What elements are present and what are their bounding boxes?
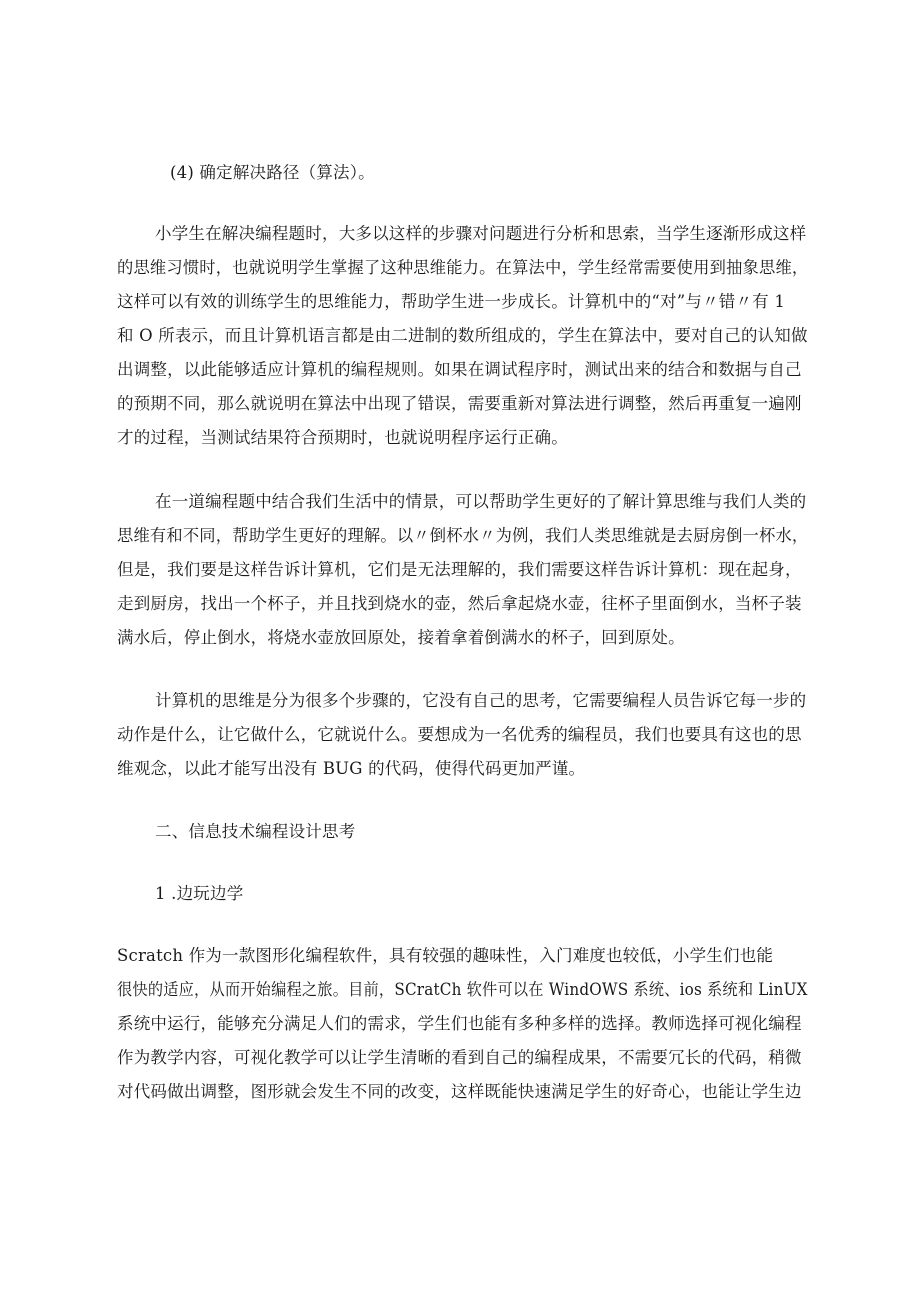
paragraph-line: 的思维习惯时，也就说明学生掌握了这种思维能力。在算法中，学生经常需要使用到抽象思维，: [117, 258, 809, 277]
paragraph-line: 才的过程，当测试结果符合预期时，也就说明程序运行正确。: [117, 428, 568, 447]
paragraph-line: 动作是什么，让它做什么，它就说什么。要想成为一名优秀的编程员，我们也要具有这也的思: [117, 725, 802, 744]
subsection-heading: 1 .边玩边学: [155, 884, 244, 903]
paragraph-line: 小学生在解决编程题时，大多以这样的步骤对问题进行分析和思索，当学生逐渐形成这样: [155, 224, 807, 243]
paragraph-line: 这样可以有效的训练学生的思维能力，帮助学生进一步成长。计算机中的“对”与〃错〃有 1: [117, 292, 786, 311]
paragraph-line: 很快的适应，从而开始编程之旅。目前，SCratCh 软件可以在 WindOWS 系统、ios 系统和 LinUX: [117, 980, 808, 999]
paragraph-line: 的预期不同，那么就说明在算法中出现了错误，需要重新对算法进行调整，然后再重复一遍刚: [117, 394, 802, 413]
paragraph-line: 走到厨房，找出一个杯子，并且找到烧水的壶，然后拿起烧水壶，往杯子里面倒水，当杯子装: [117, 594, 802, 613]
paragraph-line: 系统中运行，能够充分满足人们的需求，学生们也能有多种多样的选择。教师选择可视化编程: [117, 1014, 802, 1033]
paragraph-line: 对代码做出调整，图形就会发生不同的改变，这样既能快速满足学生的好奇心，也能让学生边: [117, 1082, 802, 1101]
paragraph-line: 出调整，以此能够适应计算机的编程规则。如果在调试程序时，测试出来的结合和数据与自己: [117, 360, 802, 379]
paragraph-line: 但是，我们要是这样告诉计算机，它们是无法理解的，我们需要这样告诉计算机：现在起身，: [117, 560, 802, 579]
step-4-heading: (4) 确定解决路径（算法）。: [170, 163, 375, 182]
paragraph-line: 思维有和不同，帮助学生更好的理解。以〃倒杯水〃为例，我们人类思维就是去厨房倒一杯水，: [117, 526, 809, 545]
paragraph-line: 作为教学内容，可视化教学可以让学生清晰的看到自己的编程成果，不需要冗长的代码，稍微: [117, 1048, 802, 1067]
paragraph-line: Scratch 作为一款图形化编程软件，具有较强的趣味性，入门难度也较低，小学生们也能: [117, 946, 774, 965]
paragraph-line: 满水后，停止倒水，将烧水壶放回原处，接着拿着倒满水的杯子，回到原处。: [117, 628, 685, 647]
paragraph-line: 和 O 所表示，而且计算机语言都是由二进制的数所组成的，学生在算法中，要对自己的认知做: [117, 326, 808, 345]
paragraph-line: 在一道编程题中结合我们生活中的情景，可以帮助学生更好的了解计算思维与我们人类的: [155, 492, 807, 511]
section-heading: 二、信息技术编程设计思考: [155, 822, 356, 841]
paragraph-line: 计算机的思维是分为很多个步骤的，它没有自己的思考，它需要编程人员告诉它每一步的: [155, 691, 807, 710]
paragraph-line: 维观念，以此才能写出没有 BUG 的代码，使得代码更加严谨。: [117, 759, 586, 778]
